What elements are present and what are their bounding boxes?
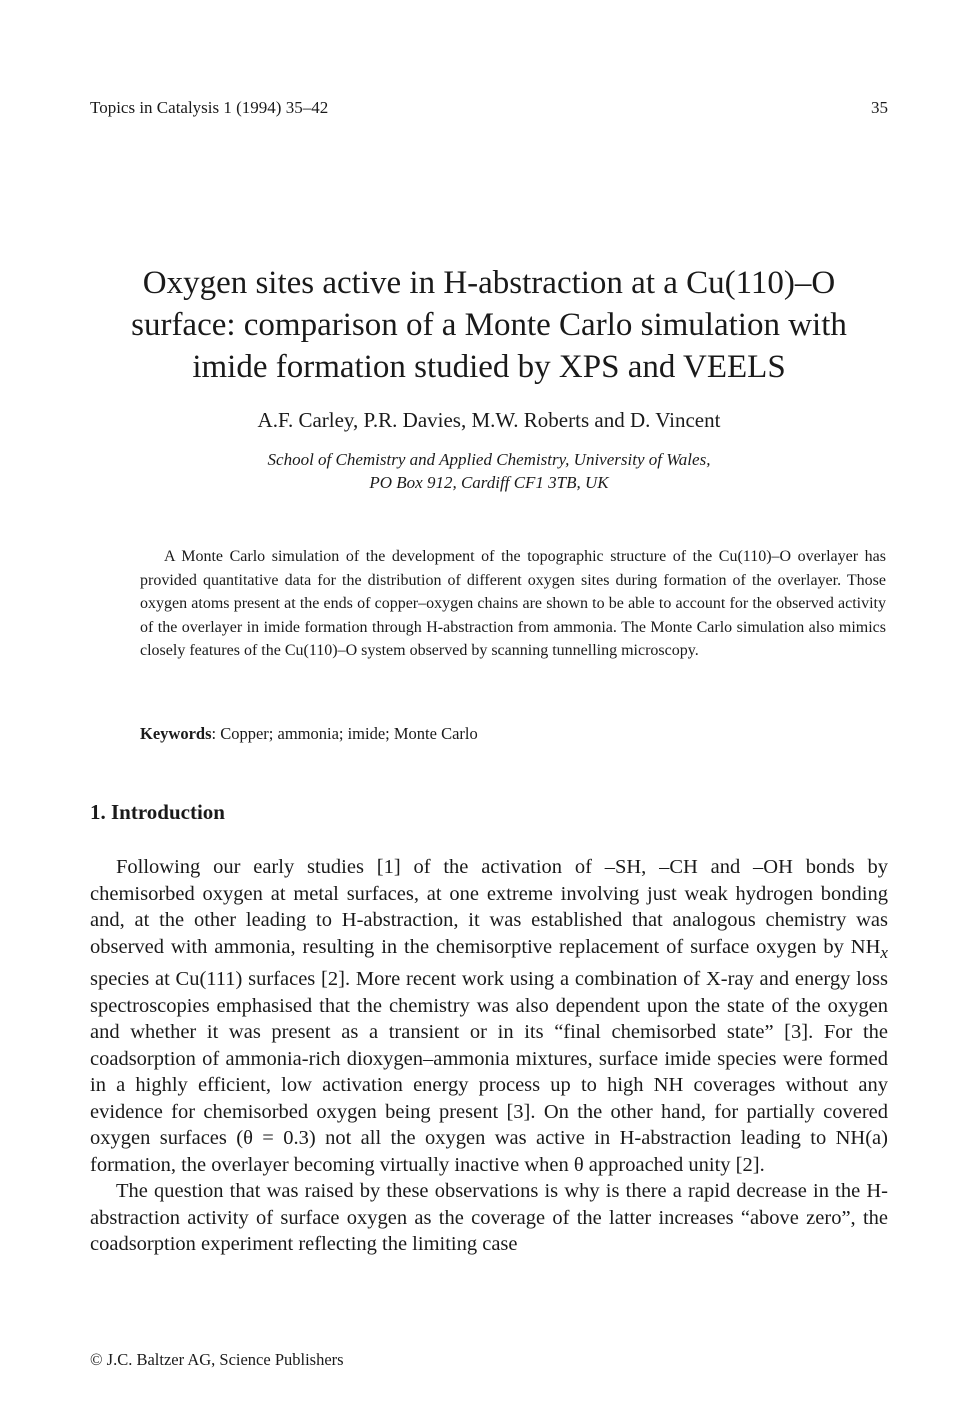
paragraph-text: species at Cu(111) surfaces [2]. More recent work using a combination of X-ray and energy loss spectroscopies emphasised that the chemistry was also dependent upon the state of the oxygen and whether it was present as a transient or in its “final chemisorbed state” [3]. For the coadsorption of ammonia-rich dioxygen–ammonia mixtures, surface imide species were formed in a highly efficient, low activation energy process up to high NH coverages without any evidence for chemisorbed oxygen being present [3]. On the other hand, for partially covered oxygen surfaces (θ = 0.3) not all the oxygen was active in H-abstraction leading to NH(a) formation, the overlayer becoming virtually inactive when θ approached unity [2]. bbox=[90, 968, 888, 1176]
title-line: Oxygen sites active in H-abstraction at a Cu(110)–O bbox=[142, 265, 836, 301]
page-number: 35 bbox=[871, 98, 888, 117]
author-list: A.F. Carley, P.R. Davies, M.W. Roberts and D. Vincent bbox=[257, 408, 721, 432]
body-text bbox=[90, 854, 888, 1258]
affiliation-line: PO Box 912, Cardiff CF1 3TB, UK bbox=[369, 473, 609, 492]
abstract: A Monte Carlo simulation of the development of the topographic structure of the Cu(110)–O overlayer has provided quantitative data for the distribution of different oxygen sites during formation of the overlayer. Those oxygen atoms present at the ends of copper–oxygen chains are shown to be able to account for the observed activity of the overlayer in imide formation through H-abstraction from ammonia. The Monte Carlo simulation also mimics closely features of the Cu(110)–O system observed by scanning tunnelling microscopy. bbox=[140, 548, 886, 659]
paragraph-text: Following our early studies [1] of the activation of –SH, –CH and –OH bonds by chemisorbed oxygen at metal surfaces, at one extreme involving just weak hydrogen bonding and, at the other leading to H-abstraction, it was established that analogous chemistry was observed with ammonia, resulting in the chemisorptive replacement of surface oxygen by NH bbox=[90, 856, 888, 958]
article-title bbox=[90, 262, 888, 388]
affiliation-line: School of Chemistry and Applied Chemistry, University of Wales, bbox=[267, 450, 711, 469]
subscript-x: x bbox=[880, 942, 888, 962]
title-line: surface: comparison of a Monte Carlo simulation with bbox=[131, 307, 847, 343]
keywords-label: Keywords bbox=[140, 724, 212, 743]
title-line: imide formation studied by XPS and VEELS bbox=[192, 349, 786, 385]
keywords bbox=[140, 724, 886, 744]
journal-citation: Topics in Catalysis 1 (1994) 35–42 bbox=[90, 98, 329, 117]
keywords-list: : Copper; ammonia; imide; Monte Carlo bbox=[211, 724, 478, 743]
affiliation bbox=[90, 448, 888, 494]
section-heading: 1. Introduction bbox=[90, 800, 225, 824]
paragraph: The question that was raised by these observations is why is there a rapid decrease in the H-abstraction activity of surface oxygen as the coverage of the latter increases “above zero”, the coadsorption experiment reflecting the limiting case bbox=[90, 1180, 888, 1256]
running-head bbox=[90, 98, 888, 118]
copyright-footer: © J.C. Baltzer AG, Science Publishers bbox=[90, 1350, 344, 1369]
paragraph bbox=[90, 854, 888, 1178]
